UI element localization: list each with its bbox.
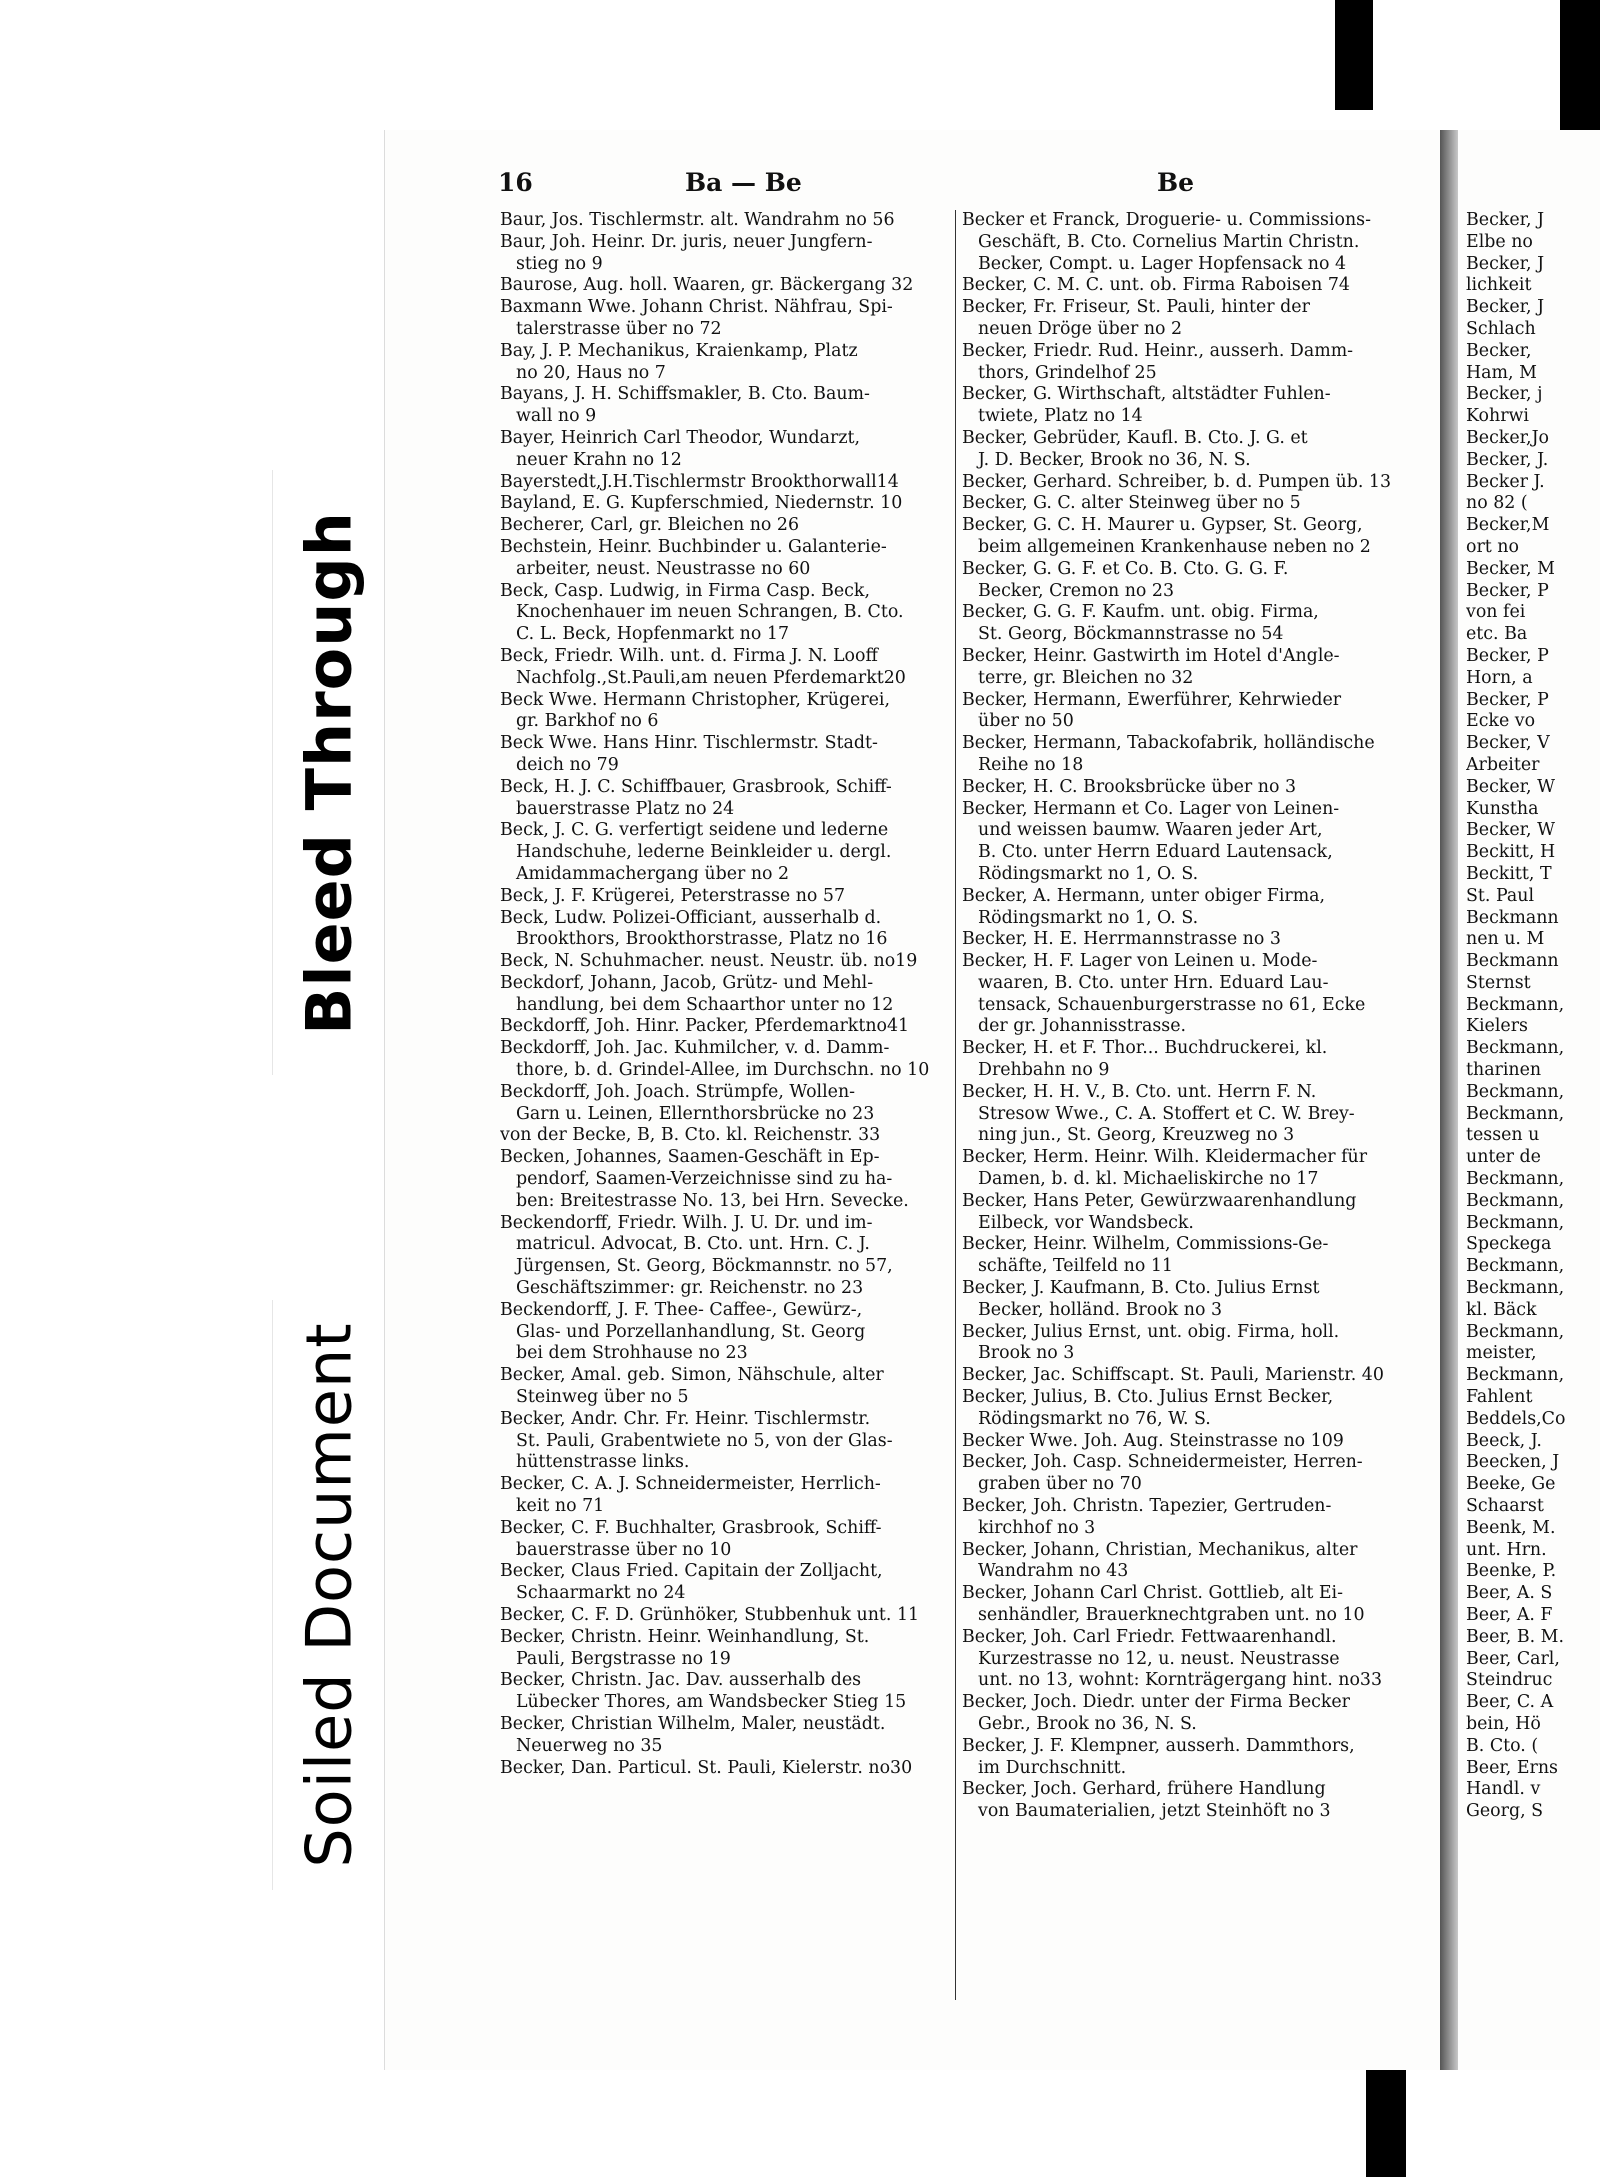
directory-line: Becker J. — [1466, 471, 1545, 492]
directory-line: St. Georg, Böckmannstrasse no 54 — [978, 624, 1284, 645]
directory-line: Becker, — [1466, 340, 1532, 361]
directory-line: Becker, Heinr. Gastwirth im Hotel d'Angle- — [962, 645, 1340, 666]
directory-line: twiete, Platz no 14 — [978, 406, 1143, 427]
directory-line: Beenke, P. — [1466, 1561, 1557, 1582]
directory-line: no 82 ( — [1466, 493, 1528, 514]
directory-line: Becker, C. F. D. Grünhöker, Stubbenhuk unt. 11 — [500, 1605, 920, 1625]
directory-line: gr. Barkhof no 6 — [516, 711, 659, 732]
directory-line: Becker, Friedr. Rud. Heinr., ausserh. Damm- — [962, 340, 1354, 361]
directory-line: Beckmann, — [1466, 1256, 1565, 1277]
directory-line: Beckmann — [1466, 951, 1559, 972]
directory-line: ning jun., St. Georg, Kreuzweg no 3 — [978, 1125, 1295, 1146]
directory-line: wall no 9 — [516, 406, 597, 427]
directory-line: Becker, Dan. Particul. St. Pauli, Kielerstr. no30 — [500, 1757, 913, 1778]
directory-line: Becker, V — [1466, 733, 1550, 754]
directory-line: Ham, M — [1466, 362, 1537, 383]
directory-line: Becker, G. Wirthschaft, altstädter Fuhlen- — [962, 384, 1331, 405]
directory-line: graben über no 70 — [978, 1474, 1142, 1495]
directory-line: Becker, Hermann, Ewerführer, Kehrwieder — [962, 689, 1342, 710]
directory-line: von der Becke, B, B. Cto. kl. Reichenstr. 33 — [500, 1125, 881, 1146]
directory-line: meister, — [1466, 1343, 1537, 1364]
directory-line: Becker, Jac. Schiffscapt. St. Pauli, Marienstr. 40 — [962, 1365, 1384, 1386]
directory-line: Beck, N. Schuhmacher. neust. Neustr. üb. no19 — [500, 951, 918, 972]
edge-directory-column — [1466, 210, 1600, 1823]
directory-line: Stresow Wwe., C. A. Stoffert et C. W. Brey- — [978, 1103, 1355, 1124]
directory-line: Becker, Johann, Christian, Mechanikus, alter — [962, 1539, 1358, 1560]
directory-line: Rödingsmarkt no 1, O. S. — [978, 907, 1199, 928]
directory-line: senhändler, Brauerknechtgraben unt. no 10 — [978, 1605, 1365, 1625]
directory-line: und weissen baumw. Waaren jeder Art, — [978, 820, 1323, 841]
directory-line: Pauli, Bergstrasse no 19 — [516, 1648, 731, 1669]
directory-line: Brook no 3 — [978, 1343, 1075, 1364]
directory-line: Becker, Compt. u. Lager Hopfensack no 4 — [978, 253, 1347, 274]
directory-line: Beckitt, T — [1466, 863, 1552, 884]
directory-line: Becker, Christn. Heinr. Weinhandlung, St. — [500, 1626, 870, 1647]
directory-line: handlung, bei dem Schaarthor unter no 12 — [516, 994, 894, 1015]
directory-line: Beenk, M. — [1466, 1517, 1556, 1538]
directory-line: Beckdorff, Joh. Jac. Kuhmilcher, v. d. Damm- — [500, 1038, 890, 1059]
directory-line: Handl. v — [1466, 1779, 1541, 1800]
directory-line: Bechstein, Heinr. Buchbinder u. Galanterie- — [500, 536, 887, 557]
directory-line: Becker, Hermann et Co. Lager von Leinen- — [962, 798, 1340, 819]
directory-line: schäfte, Teilfeld no 11 — [978, 1256, 1173, 1277]
directory-line: Beck, J. F. Krügerei, Peterstrasse no 57 — [500, 885, 846, 906]
directory-line: Becker,Jo — [1466, 427, 1550, 448]
directory-line: Becker, W — [1466, 776, 1555, 797]
directory-line: Beck, Casp. Ludwig, in Firma Casp. Beck, — [500, 580, 870, 601]
directory-line: St. Paul — [1466, 885, 1535, 906]
directory-line: Becker, Gebrüder, Kaufl. B. Cto. J. G. et — [962, 427, 1308, 448]
directory-line: nen u. M — [1466, 929, 1545, 950]
directory-line: talerstrasse über no 72 — [516, 318, 722, 339]
directory-line: Schaarmarkt no 24 — [516, 1583, 686, 1604]
directory-line: Becker, Andr. Chr. Fr. Heinr. Tischlermstr. — [500, 1408, 871, 1429]
directory-line: etc. Ba — [1466, 624, 1528, 645]
directory-line: Becker, j — [1466, 384, 1543, 405]
directory-line: Becker, W — [1466, 820, 1555, 841]
directory-line: Baur, Jos. Tischlermstr. alt. Wandrahm no 56 — [500, 210, 895, 230]
directory-line: Garn u. Leinen, Ellernthorsbrücke no 23 — [516, 1103, 875, 1124]
directory-line: unt. Hrn. — [1466, 1539, 1547, 1560]
directory-line: Beckmann, — [1466, 1169, 1565, 1190]
directory-line: Becker, G. C. alter Steinweg über no 5 — [962, 493, 1301, 514]
directory-line: Becker, H. E. Herrmannstrasse no 3 — [962, 929, 1281, 950]
directory-line: Jürgensen, St. Georg, Böckmannstr. no 57, — [516, 1256, 893, 1277]
directory-line: Becker et Franck, Droguerie- u. Commissions- — [962, 210, 1371, 230]
directory-line: über no 50 — [978, 711, 1074, 732]
directory-line: Beckmann, — [1466, 1212, 1565, 1233]
directory-line: im Durchschnitt. — [978, 1757, 1127, 1778]
directory-line: Becker, Hermann, Tabackofabrik, holländische — [962, 733, 1375, 754]
directory-line: Nachfolg.,St.Pauli,am neuen Pferdemarkt20 — [516, 667, 906, 688]
directory-line: Damen, b. d. kl. Michaeliskirche no 17 — [978, 1169, 1319, 1190]
directory-line: Neuerweg no 35 — [516, 1735, 663, 1756]
directory-line: Wandrahm no 43 — [978, 1561, 1129, 1582]
directory-line: Bayerstedt,J.H.Tischlermstr Brookthorwall14 — [500, 471, 899, 492]
directory-line: Becker, P — [1466, 645, 1549, 666]
directory-line: tharinen — [1466, 1060, 1542, 1081]
directory-line: bei dem Strohhause no 23 — [516, 1343, 748, 1364]
directory-line: Beckmann, — [1466, 1190, 1565, 1211]
directory-line: Arbeiter — [1466, 754, 1540, 775]
directory-line: Becherer, Carl, gr. Bleichen no 26 — [500, 515, 800, 536]
directory-line: Amidammachergang über no 2 — [516, 863, 790, 884]
directory-line: Beckmann, — [1466, 1321, 1565, 1342]
directory-line: Becker, Amal. geb. Simon, Nähschule, alter — [500, 1365, 884, 1386]
directory-line: Bayer, Heinrich Carl Theodor, Wundarzt, — [500, 427, 861, 448]
directory-line: Kohrwi — [1466, 406, 1529, 427]
directory-line: kirchhof no 3 — [978, 1517, 1096, 1538]
book-page — [384, 130, 1445, 2070]
soiled-document-text: Soiled Document — [292, 1322, 366, 1868]
directory-line: Beckmann, — [1466, 1103, 1565, 1124]
directory-line: bauerstrasse Platz no 24 — [516, 798, 735, 819]
directory-line: Beer, A. F — [1466, 1605, 1553, 1625]
directory-line: Brookthors, Brookthorstrasse, Platz no 16 — [516, 929, 888, 950]
directory-line: Becker, holländ. Brook no 3 — [978, 1299, 1223, 1320]
directory-line: Becker, J. — [1466, 449, 1549, 470]
directory-line: bein, Hö — [1466, 1713, 1541, 1734]
directory-line: Becker, Joh. Christn. Tapezier, Gertruden- — [962, 1496, 1332, 1517]
directory-line: Beer, C. A — [1466, 1692, 1554, 1713]
directory-line: von Baumaterialien, jetzt Steinhöft no 3 — [978, 1801, 1331, 1822]
directory-line: Sternst — [1466, 972, 1531, 993]
directory-line: Gebr., Brook no 36, N. S. — [978, 1713, 1197, 1734]
directory-line: Schaarst — [1466, 1496, 1544, 1517]
directory-line: Beck, Ludw. Polizei-Officiant, ausserhalb d. — [500, 907, 882, 928]
directory-line: Baxmann Wwe. Johann Christ. Nähfrau, Spi- — [500, 297, 893, 318]
directory-line: hüttenstrasse links. — [516, 1452, 690, 1473]
directory-line: neuen Dröge über no 2 — [978, 318, 1183, 339]
directory-line: Beckmann — [1466, 907, 1559, 928]
directory-line: Beck, Friedr. Wilh. unt. d. Firma J. N. Looff — [500, 645, 878, 666]
directory-line: Beckmann, — [1466, 1365, 1565, 1386]
directory-line: Becker, Joch. Gerhard, frühere Handlung — [962, 1779, 1326, 1800]
directory-line: Becker, Christian Wilhelm, Maler, neustädt. — [500, 1713, 886, 1734]
directory-line: Becker, A. Hermann, unter obiger Firma, — [962, 885, 1326, 906]
directory-line: unt. no 13, wohnt: Kornträgergang hint. no33 — [978, 1670, 1383, 1691]
directory-line: arbeiter, neust. Neustrasse no 60 — [516, 558, 811, 579]
directory-line: Becker, Julius, B. Cto. Julius Ernst Becker, — [962, 1387, 1334, 1408]
directory-line: Becker, H. et F. Thor... Buchdruckerei, kl. — [962, 1038, 1328, 1059]
directory-line: Handschuhe, lederne Beinkleider u. dergl. — [516, 842, 892, 863]
page-header — [385, 168, 1445, 208]
directory-line: Steinweg über no 5 — [516, 1387, 689, 1408]
directory-line: Beck Wwe. Hermann Christopher, Krügerei, — [500, 689, 891, 710]
directory-line: Beckmann, — [1466, 1081, 1565, 1102]
directory-line: Becker, Cremon no 23 — [978, 580, 1175, 601]
directory-line: Beckitt, H — [1466, 842, 1556, 863]
directory-line: Beer, Carl, — [1466, 1648, 1560, 1669]
directory-line: Reihe no 18 — [978, 754, 1084, 775]
directory-line: Georg, S — [1466, 1801, 1544, 1822]
directory-line: Beckendorff, J. F. Thee- Caffee-, Gewürz-, — [500, 1299, 863, 1320]
directory-line: Beckendorff, Friedr. Wilh. J. U. Dr. und im- — [500, 1212, 873, 1233]
directory-line: St. Pauli, Grabentwiete no 5, von der Glas- — [516, 1430, 893, 1451]
directory-line: Beddels,Co — [1466, 1408, 1566, 1429]
bleed-through-text: Bleed Through — [292, 510, 366, 1035]
directory-line: der gr. Johannisstrasse. — [978, 1016, 1187, 1037]
directory-line: Becker, P — [1466, 580, 1549, 601]
page-gutter-shadow — [1440, 130, 1458, 2070]
directory-line: Beeck, J. — [1466, 1430, 1542, 1451]
directory-line: Beckmann, — [1466, 1038, 1565, 1059]
directory-line: Horn, a — [1466, 667, 1533, 688]
directory-line: Beckdorff, Joh. Joach. Strümpfe, Wollen- — [500, 1081, 856, 1102]
directory-line: Beer, B. M. — [1466, 1626, 1564, 1647]
directory-line: Beck, J. C. G. verfertigt seidene und lederne — [500, 820, 889, 841]
directory-line: Becker, Christn. Jac. Dav. ausserhalb des — [500, 1670, 862, 1691]
directory-line: Bay, J. P. Mechanikus, Kraienkamp, Platz — [500, 340, 858, 361]
directory-line: terre, gr. Bleichen no 32 — [978, 667, 1194, 688]
directory-line: Baur, Joh. Heinr. Dr. juris, neuer Jungfern- — [500, 231, 873, 252]
directory-line: Glas- und Porzellanhandlung, St. Georg — [516, 1321, 866, 1342]
directory-line: Beckdorf, Johann, Jacob, Grütz- und Mehl- — [500, 972, 874, 993]
directory-line: Becker, Johann Carl Christ. Gottlieb, alt Ei- — [962, 1583, 1343, 1604]
directory-line: Eilbeck, vor Wandsbeck. — [978, 1212, 1194, 1233]
directory-line: Fahlent — [1466, 1387, 1533, 1408]
directory-line: Becker, J — [1466, 253, 1545, 274]
directory-line: Beeke, Ge — [1466, 1474, 1556, 1495]
directory-line: Becker, Joch. Diedr. unter der Firma Becker — [962, 1692, 1350, 1713]
directory-line: Becker, C. M. C. unt. ob. Firma Raboisen 74 — [962, 275, 1350, 296]
directory-line: B. Cto. ( — [1466, 1735, 1539, 1756]
next-page-edge — [1458, 130, 1600, 2070]
directory-line: beim allgemeinen Krankenhause neben no 2 — [978, 536, 1371, 557]
directory-line: J. D. Becker, Brook no 36, N. S. — [978, 449, 1251, 470]
directory-line: tessen u — [1466, 1125, 1540, 1146]
directory-line: Becker,M — [1466, 515, 1550, 536]
directory-line: Elbe no — [1466, 231, 1533, 252]
directory-line: Becker, P — [1466, 689, 1549, 710]
directory-line: Bayans, J. H. Schiffsmakler, B. Cto. Baum- — [500, 384, 870, 405]
directory-line: Beck Wwe. Hans Hinr. Tischlermstr. Stadt- — [500, 733, 878, 754]
directory-line: Geschäftszimmer: gr. Reichenstr. no 23 — [516, 1278, 864, 1299]
directory-line: Schlach — [1466, 318, 1536, 339]
directory-line: C. L. Beck, Hopfenmarkt no 17 — [516, 624, 790, 645]
directory-line: Baurose, Aug. holl. Waaren, gr. Bäckergang 32 — [500, 275, 914, 296]
directory-line: Beer, A. S — [1466, 1583, 1553, 1604]
directory-line: Ecke vo — [1466, 711, 1536, 732]
directory-line: ben: Breitestrasse No. 13, bei Hrn. Sevecke. — [516, 1190, 909, 1211]
directory-line: B. Cto. unter Herrn Eduard Lautensack, — [978, 842, 1333, 863]
directory-line: Becker, Claus Fried. Capitain der Zolljacht, — [500, 1561, 883, 1582]
directory-line: Becker, G. G. F. et Co. B. Cto. G. G. F. — [962, 558, 1289, 579]
directory-line: Becker, Fr. Friseur, St. Pauli, hinter der — [962, 297, 1310, 318]
directory-line: Beecken, J — [1466, 1452, 1560, 1473]
directory-line: no 20, Haus no 7 — [516, 362, 666, 383]
directory-line: Becker, H. F. Lager von Leinen u. Mode- — [962, 951, 1318, 972]
directory-line: Becker, J — [1466, 210, 1545, 230]
directory-line: Beckdorff, Joh. Hinr. Packer, Pferdemarktno41 — [500, 1016, 910, 1037]
directory-line: Becker, G. G. F. Kaufm. unt. obig. Firma, — [962, 602, 1319, 623]
directory-line: Becker, J. F. Klempner, ausserh. Dammthors, — [962, 1735, 1355, 1756]
directory-line: Beer, Erns — [1466, 1757, 1558, 1778]
directory-line: Becken, Johannes, Saamen-Geschäft in Ep- — [500, 1147, 880, 1168]
directory-line: thore, b. d. Grindel-Allee, im Durchschn. no 10 — [516, 1060, 930, 1081]
directory-line: Becker, Heinr. Wilhelm, Commissions-Ge- — [962, 1234, 1329, 1255]
directory-line: deich no 79 — [516, 754, 619, 775]
directory-line: Becker, Herm. Heinr. Wilh. Kleidermacher für — [962, 1147, 1368, 1168]
directory-line: Rödingsmarkt no 76, W. S. — [978, 1408, 1211, 1429]
directory-line: Becker, Hans Peter, Gewürzwaarenhandlung — [962, 1190, 1357, 1211]
directory-line: Beck, H. J. C. Schiffbauer, Grasbrook, Schiff- — [500, 776, 892, 797]
directory-line: Steindruc — [1466, 1670, 1553, 1691]
directory-line: stieg no 9 — [516, 253, 603, 274]
directory-line: Knochenhauer im neuen Schrangen, B. Cto. — [516, 602, 904, 623]
directory-line: bauerstrasse über no 10 — [516, 1539, 732, 1560]
page-number: 16 — [498, 168, 533, 197]
directory-line: Kunstha — [1466, 798, 1539, 819]
directory-line: Beckmann, — [1466, 1278, 1565, 1299]
directory-line: unter de — [1466, 1147, 1541, 1168]
directory-line: thors, Grindelhof 25 — [978, 362, 1157, 383]
directory-line: Becker, H. C. Brooksbrücke über no 3 — [962, 776, 1297, 797]
directory-line: Becker, Joh. Carl Friedr. Fettwaarenhandl. — [962, 1626, 1337, 1647]
directory-line: Becker Wwe. Joh. Aug. Steinstrasse no 109 — [962, 1430, 1344, 1451]
directory-line: pendorf, Saamen-Verzeichnisse sind zu ha- — [516, 1169, 893, 1190]
directory-line: Becker, C. F. Buchhalter, Grasbrook, Schiff- — [500, 1517, 882, 1538]
right-directory-column — [955, 210, 1400, 2000]
directory-line: tensack, Schauenburgerstrasse no 61, Ecke — [978, 994, 1366, 1015]
directory-line: ort no — [1466, 536, 1519, 557]
left-column-heading: Ba — Be — [685, 168, 802, 197]
directory-line: neuer Krahn no 12 — [516, 449, 682, 470]
directory-line: keit no 71 — [516, 1496, 605, 1517]
directory-line: Becker, Julius Ernst, unt. obig. Firma, holl. — [962, 1321, 1340, 1342]
directory-line: Becker, G. C. H. Maurer u. Gypser, St. Georg, — [962, 515, 1363, 536]
directory-line: Becker, H. H. V., B. Cto. unt. Herrn F. N. — [962, 1081, 1317, 1102]
directory-line: von fei — [1466, 602, 1526, 623]
directory-line: Lübecker Thores, am Wandsbecker Stieg 15 — [516, 1692, 907, 1713]
directory-line: waaren, B. Cto. unter Hrn. Eduard Lau- — [978, 972, 1329, 993]
directory-line: Becker, C. A. J. Schneidermeister, Herrlich- — [500, 1474, 881, 1495]
directory-line: Speckega — [1466, 1234, 1552, 1255]
directory-line: lichkeit — [1466, 275, 1532, 296]
directory-line: Geschäft, B. Cto. Cornelius Martin Christn. — [978, 231, 1360, 252]
scan-edge-bar — [1335, 0, 1373, 110]
directory-line: Kielers — [1466, 1016, 1528, 1037]
directory-line: kl. Bäck — [1466, 1299, 1537, 1320]
left-directory-column — [500, 210, 938, 1779]
directory-line: Becker, Joh. Casp. Schneidermeister, Herren- — [962, 1452, 1363, 1473]
directory-line: matricul. Advocat, B. Cto. unt. Hrn. C. J. — [516, 1234, 870, 1255]
directory-line: Kurzestrasse no 12, u. neust. Neustrasse — [978, 1648, 1340, 1669]
bleed-through-label — [272, 470, 385, 1075]
directory-line: Becker, J — [1466, 297, 1545, 318]
directory-line: Rödingsmarkt no 1, O. S. — [978, 863, 1199, 884]
soiled-document-label — [272, 1300, 385, 1890]
directory-line: Becker, J. Kaufmann, B. Cto. Julius Ernst — [962, 1278, 1320, 1299]
directory-line: Becker, Gerhard. Schreiber, b. d. Pumpen üb. 13 — [962, 471, 1392, 492]
directory-line: Beckmann, — [1466, 994, 1565, 1015]
directory-line: Drehbahn no 9 — [978, 1060, 1110, 1081]
directory-line: Becker, M — [1466, 558, 1555, 579]
right-column-heading: Be — [1157, 168, 1195, 197]
directory-line: Bayland, E. G. Kupferschmied, Niedernstr. 10 — [500, 493, 903, 514]
